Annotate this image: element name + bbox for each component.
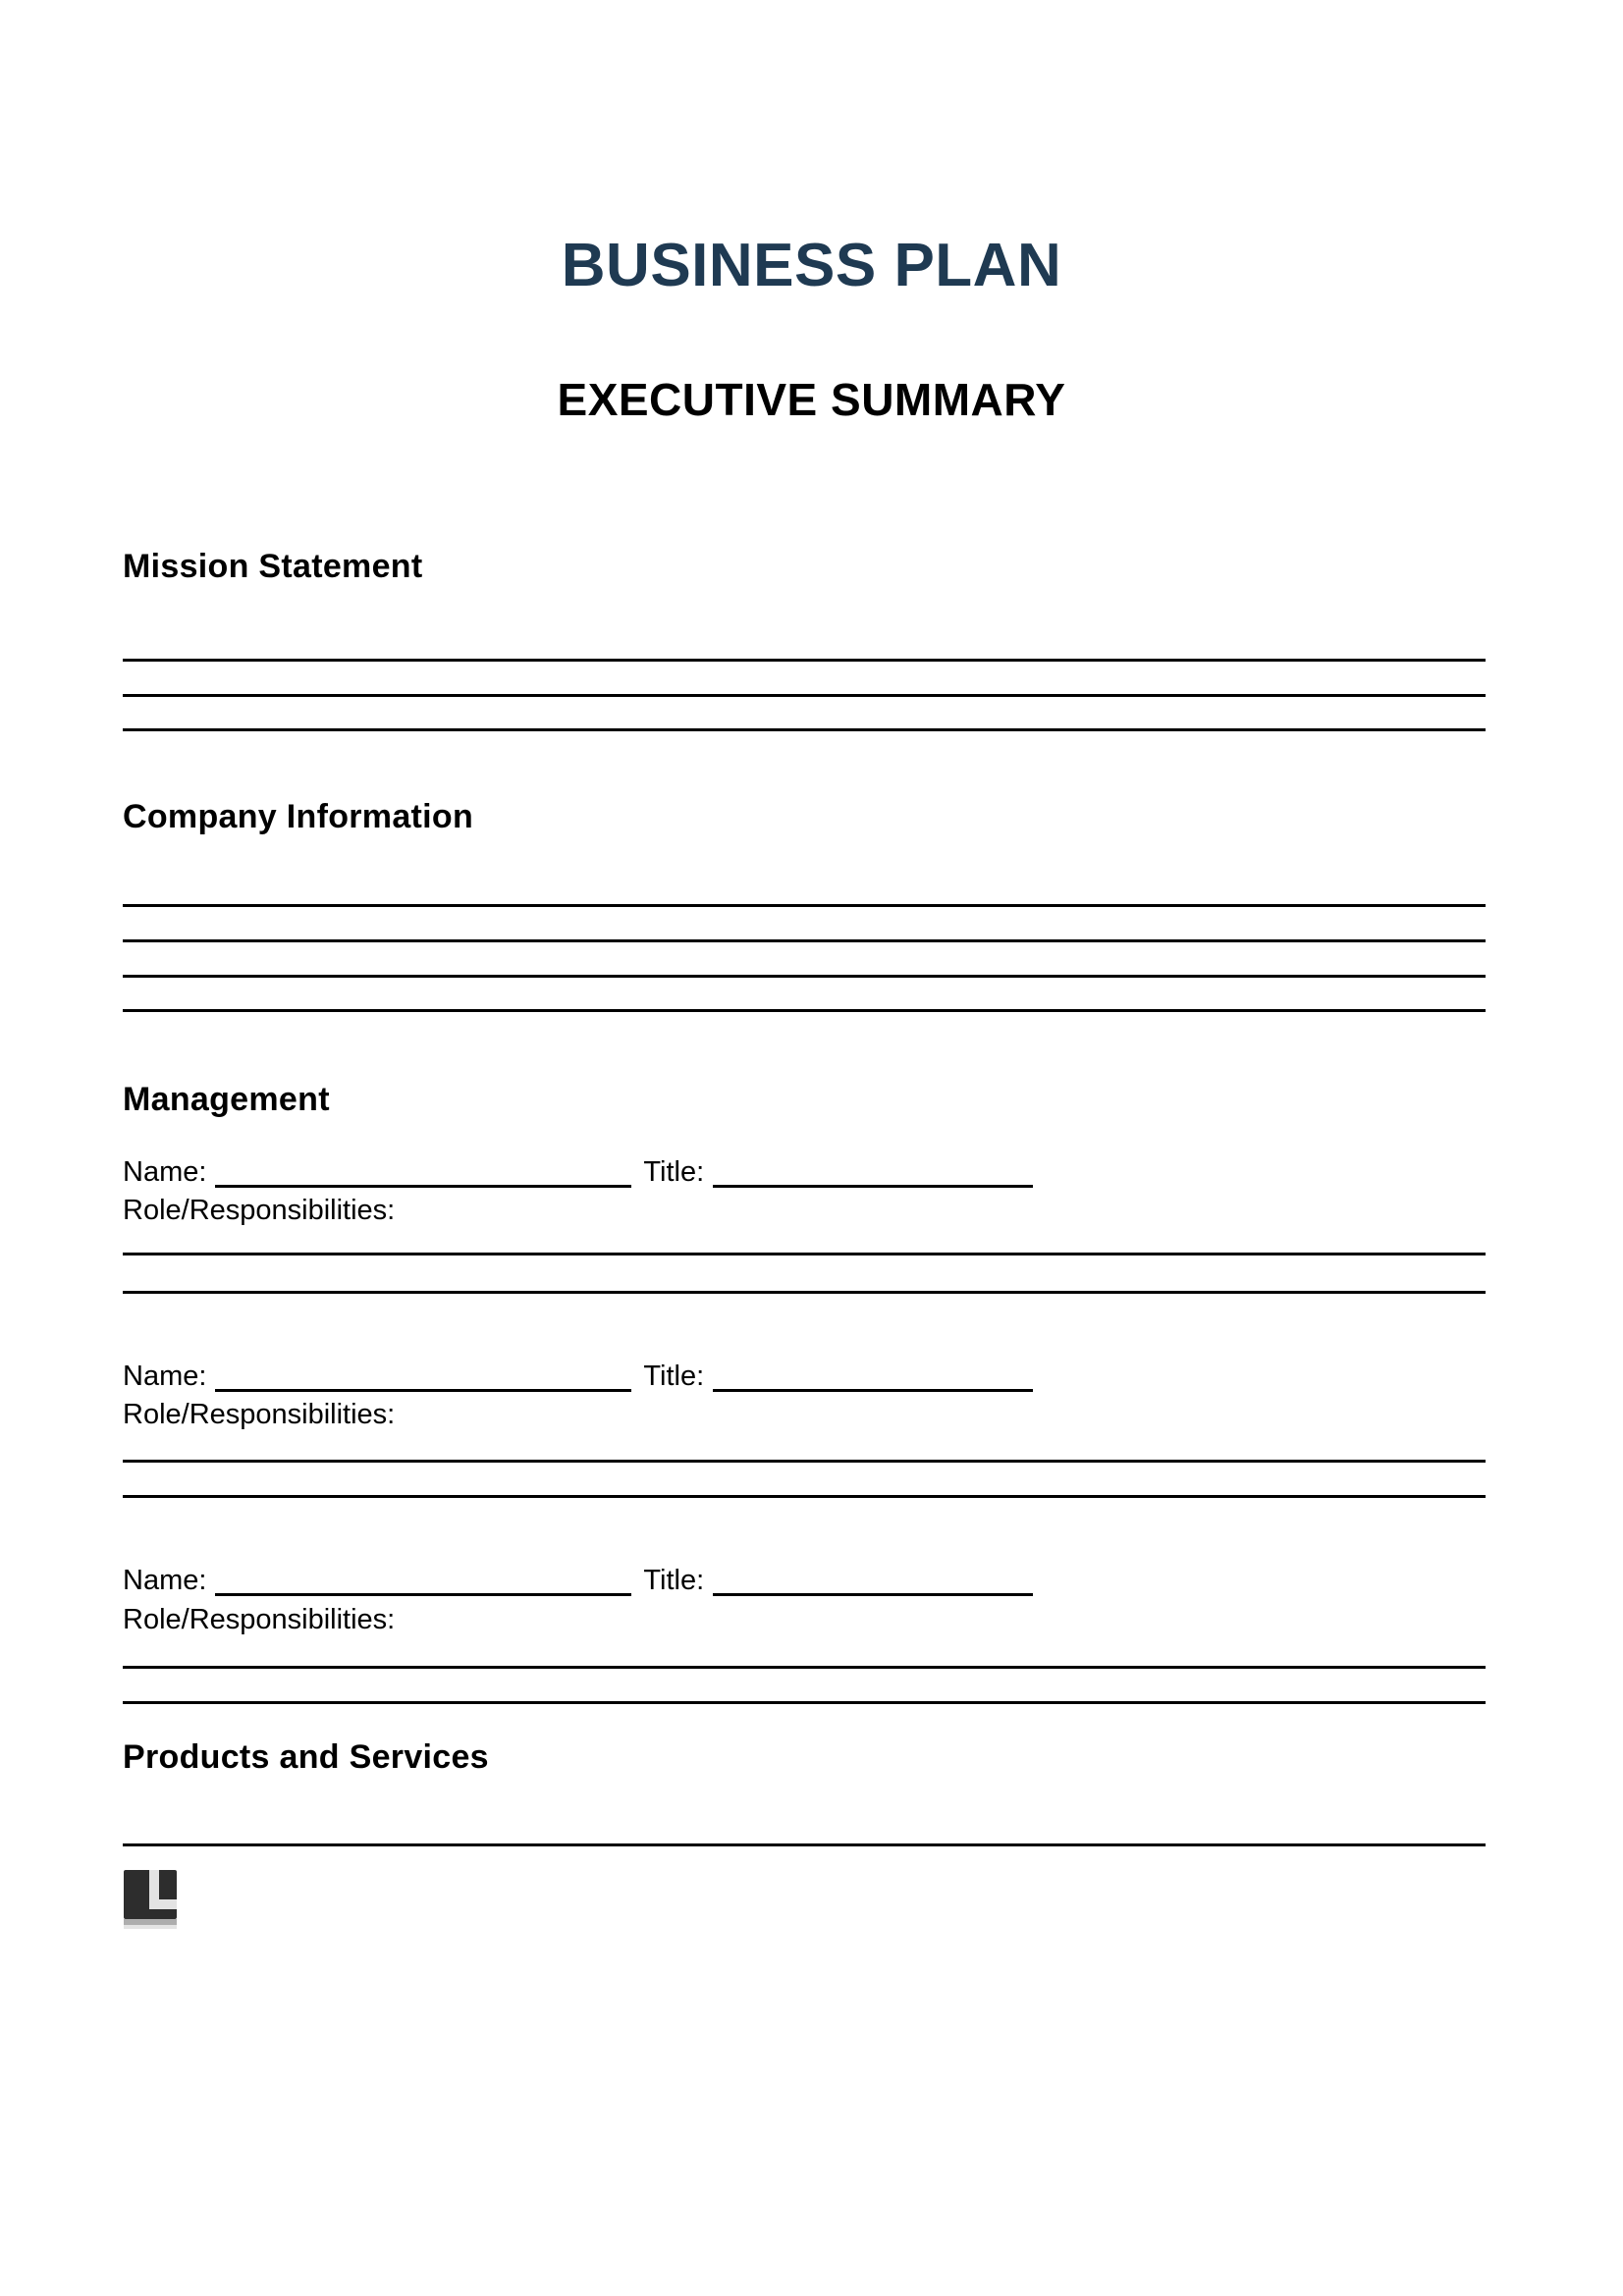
products-services-heading: Products and Services: [123, 1738, 489, 1776]
name-blank-field: [215, 1182, 631, 1188]
name-blank-field: [215, 1590, 631, 1596]
legaltemplates-logo-icon: [124, 1870, 177, 1929]
role-blank-line: [123, 1253, 1486, 1255]
mission-blank-line: [123, 694, 1486, 697]
role-blank-line: [123, 1666, 1486, 1669]
title-label: Title:: [643, 1565, 705, 1596]
role-responsibilities-label: Role/Responsibilities:: [123, 1195, 396, 1226]
company-blank-line: [123, 1009, 1486, 1012]
document-title: BUSINESS PLAN: [561, 232, 1062, 299]
role-blank-line: [123, 1460, 1486, 1463]
management-entry-name-title-row: [123, 1362, 1033, 1391]
products-blank-line: [123, 1843, 1486, 1846]
mission-blank-line: [123, 728, 1486, 731]
role-responsibilities-label: Role/Responsibilities:: [123, 1604, 396, 1635]
management-entry-name-title-row: [123, 1567, 1033, 1595]
role-blank-line: [123, 1701, 1486, 1704]
company-blank-line: [123, 939, 1486, 942]
name-label: Name:: [123, 1565, 207, 1596]
title-blank-field: [713, 1182, 1033, 1188]
role-blank-line: [123, 1495, 1486, 1498]
role-responsibilities-label: Role/Responsibilities:: [123, 1399, 396, 1430]
company-blank-line: [123, 904, 1486, 907]
document-subtitle: EXECUTIVE SUMMARY: [557, 374, 1066, 425]
mission-statement-heading: Mission Statement: [123, 548, 423, 585]
company-information-heading: Company Information: [123, 798, 474, 835]
role-blank-line: [123, 1291, 1486, 1294]
name-label: Name:: [123, 1156, 207, 1188]
title-label: Title:: [643, 1156, 705, 1188]
mission-blank-line: [123, 659, 1486, 662]
name-blank-field: [215, 1386, 631, 1392]
management-heading: Management: [123, 1081, 330, 1118]
name-label: Name:: [123, 1361, 207, 1392]
title-blank-field: [713, 1590, 1033, 1596]
company-blank-line: [123, 975, 1486, 978]
title-label: Title:: [643, 1361, 705, 1392]
management-entry-name-title-row: [123, 1158, 1033, 1187]
title-blank-field: [713, 1386, 1033, 1392]
